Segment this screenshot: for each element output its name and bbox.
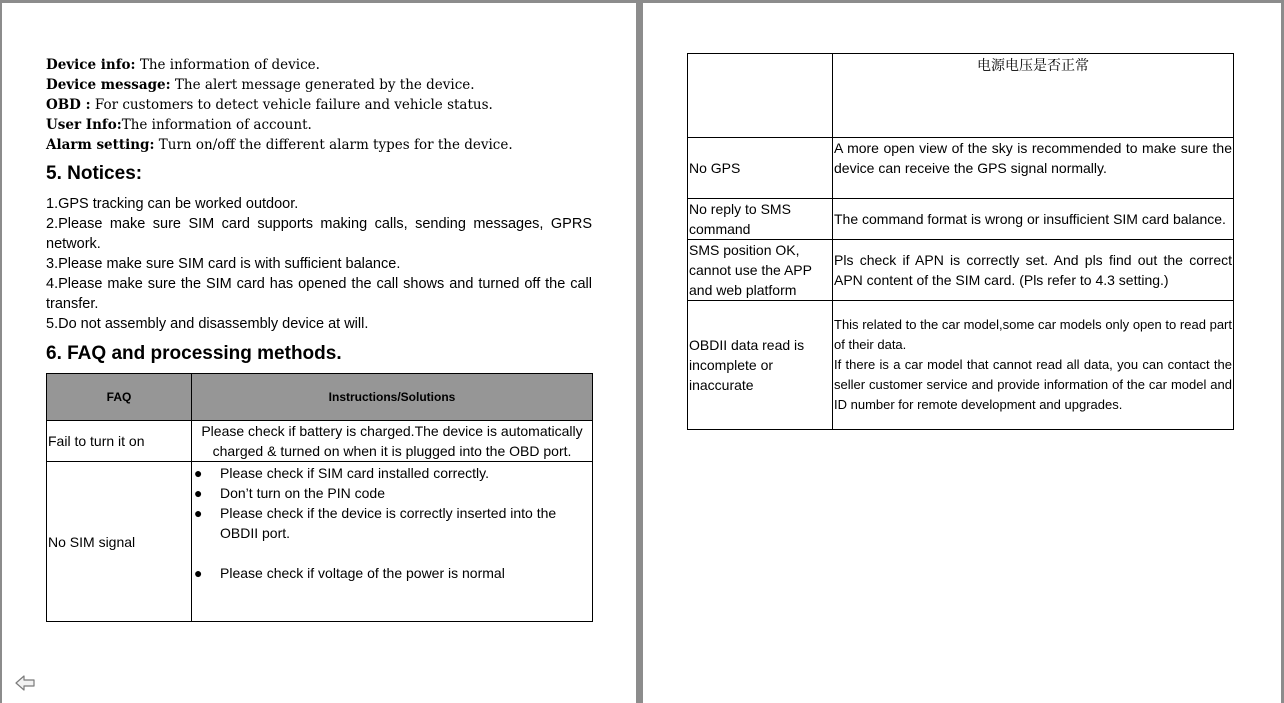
bullet-icon: ●	[194, 505, 203, 521]
faq-cell: OBDII data read is incomplete or inaccurate	[688, 301, 833, 430]
page-left	[2, 3, 636, 703]
list-item-text: Please check if the device is correctly inserted into the OBDII port.	[220, 505, 557, 541]
notice-item: 3.Please make sure SIM card is with sufficient balance.	[46, 256, 401, 272]
bullet-icon: ●	[194, 465, 203, 481]
definition-user-info	[46, 115, 606, 135]
definition-text: The alert message generated by the device.	[170, 77, 475, 93]
notice-item: 1.GPS tracking can be worked outdoor.	[46, 196, 299, 212]
table-row	[688, 240, 1234, 301]
definition-alarm-setting	[46, 135, 606, 155]
solution-cell: 电源电压是否正常	[833, 54, 1234, 138]
definition-term: User Info:	[46, 117, 122, 133]
list-item	[193, 563, 591, 583]
definition-term: Device info:	[46, 57, 136, 73]
table-row	[47, 462, 593, 622]
faq-cell: No GPS	[688, 138, 833, 199]
faq-table-continued	[687, 53, 1234, 430]
list-item-text: Don’t turn on the PIN code	[220, 485, 385, 501]
faq-table	[46, 373, 593, 622]
solution-cell: A more open view of the sky is recommended to make sure the device can receive the GPS signal normally.	[833, 138, 1234, 199]
list-item	[193, 483, 591, 503]
definition-obd	[46, 95, 606, 115]
column-header-solutions: Instructions/Solutions	[192, 374, 593, 421]
definition-device-info	[46, 55, 606, 75]
faq-cell: SMS position OK, cannot use the APP and web platform	[688, 240, 833, 301]
solution-cell	[192, 462, 593, 622]
bullet-icon: ●	[194, 485, 203, 501]
solution-cell: The command format is wrong or insufficient SIM card balance.	[833, 199, 1234, 240]
definition-term: Alarm setting:	[46, 137, 155, 153]
definition-text: For customers to detect vehicle failure and vehicle status.	[90, 97, 493, 113]
faq-cell: No reply to SMS command	[688, 199, 833, 240]
back-arrow-icon[interactable]	[14, 673, 36, 693]
solution-cell: Pls check if APN is correctly set. And pls find out the correct APN content of the SIM card. (Pls refer to 4.3 setting.)	[833, 240, 1234, 301]
definition-text: Turn on/off the different alarm types for the device.	[154, 137, 513, 153]
bullet-icon: ●	[194, 565, 203, 581]
notices-heading: 5. Notices:	[46, 163, 143, 184]
table-row	[47, 421, 593, 462]
notice-item: 5.Do not assembly and disassembly device at will.	[46, 316, 369, 332]
solution-paragraph: This related to the car model,some car models only open to read part of their data.	[834, 317, 1232, 352]
table-row	[688, 199, 1234, 240]
solution-cell	[833, 301, 1234, 430]
definition-text: The information of device.	[135, 57, 320, 73]
list-item-text: Please check if voltage of the power is normal	[220, 565, 505, 581]
definition-text: The information of account.	[121, 117, 312, 133]
list-item-text: Please check if SIM card installed correctly.	[220, 465, 489, 481]
list-item	[193, 503, 591, 543]
table-row	[688, 301, 1234, 430]
notice-item: 4.Please make sure the SIM card has opened the call shows and turned off the call transfer.	[46, 276, 592, 312]
solution-cell: Please check if battery is charged.The device is automatically charged & turned on when it is plugged into the OBD port.	[192, 421, 593, 462]
column-header-faq: FAQ	[47, 374, 192, 421]
faq-cell: No SIM signal	[47, 462, 192, 622]
bullet-list	[193, 463, 591, 583]
table-header-row	[47, 374, 593, 421]
list-item	[193, 463, 591, 483]
table-row	[688, 54, 1234, 138]
definition-term: Device message:	[46, 77, 171, 93]
faq-heading: 6. FAQ and processing methods.	[46, 343, 342, 364]
notices-list	[46, 194, 592, 334]
faq-cell-empty	[688, 54, 833, 138]
page-right	[643, 3, 1281, 703]
notice-item: 2.Please make sure SIM card supports making calls, sending messages, GPRS network.	[46, 216, 592, 252]
solution-paragraph: If there is a car model that cannot read all data, you can contact the seller customer service and provide information of the car model and ID number for remote development and upgrades.	[834, 357, 1232, 412]
definition-device-message	[46, 75, 606, 95]
faq-cell: Fail to turn it on	[47, 421, 192, 462]
definition-term: OBD :	[46, 97, 91, 113]
definitions-list	[46, 55, 606, 155]
table-row	[688, 138, 1234, 199]
